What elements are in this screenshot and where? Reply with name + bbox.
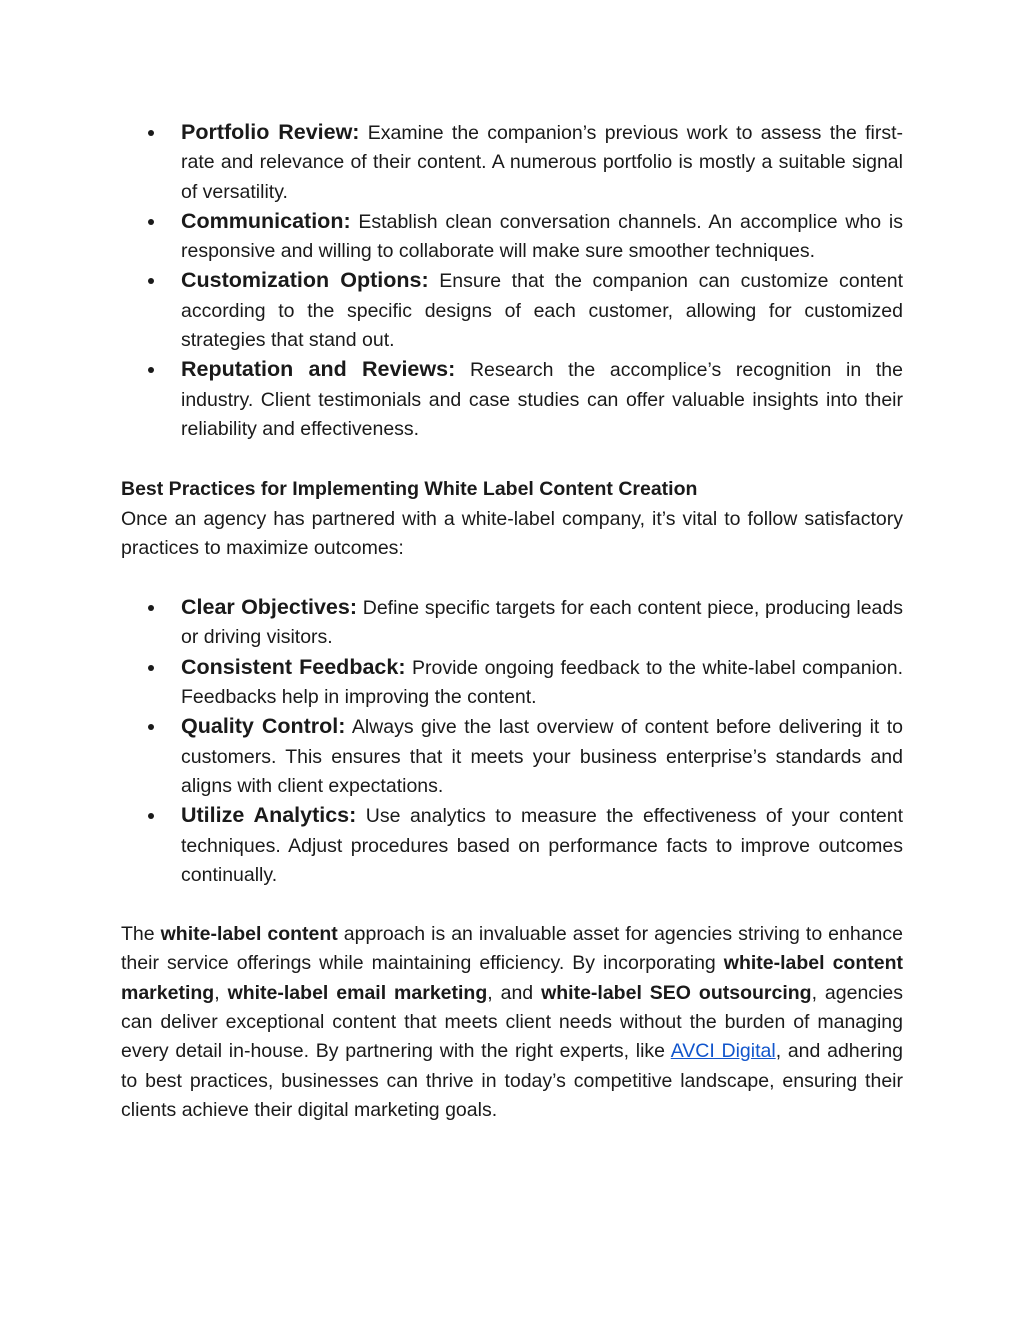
item-term: Quality Control: [181, 714, 346, 739]
bullet-icon [148, 665, 154, 671]
item-term: Reputation and Reviews: [181, 357, 456, 382]
list-item [121, 207, 903, 267]
bullet-icon [148, 367, 154, 373]
item-text: Define specific targets for each content piece, producing leads or driving visitors. [181, 597, 903, 649]
avci-digital-link[interactable]: AVCI Digital [670, 1040, 776, 1063]
closing-text: , and [487, 981, 542, 1004]
item-term: Clear Objectives: [181, 595, 357, 620]
document-page [121, 118, 903, 1125]
item-text: Use analytics to measure the effectiveness of your content techniques. Adjust procedures based on performance facts to improve outcomes continually. [181, 805, 904, 886]
item-text: Ensure that the companion can customize content according to the specific designs of each customer, allowing for customized strategies that stand out. [181, 270, 903, 352]
list-item [121, 266, 903, 355]
item-term: Portfolio Review: [181, 120, 360, 144]
list-item [121, 355, 903, 444]
best-practices-list [121, 593, 903, 890]
item-term: Communication: [181, 208, 351, 233]
item-text: Establish clean conversation channels. An accomplice who is responsive and willing to collaborate will make sure smoother techniques. [181, 210, 903, 263]
keyword-seo-outsourcing: white-label SEO outsourcing [541, 981, 812, 1004]
closing-text: , and adhering to best practices, businesses can thrive in today’s competitive landscape, ensuring their clients achieve their digital marketing goals. [121, 1040, 904, 1121]
list-item [121, 653, 903, 713]
list-item [121, 712, 903, 801]
list-item [121, 118, 903, 207]
bullet-icon [148, 605, 154, 611]
keyword-email-marketing: white-label email marketing [227, 981, 488, 1004]
item-term: Utilize Analytics: [181, 803, 357, 828]
item-text: Provide ongoing feedback to the white-label companion. Feedbacks help in improving the content. [181, 656, 903, 709]
partner-criteria-list [121, 118, 903, 444]
list-item [121, 801, 903, 890]
bullet-icon [148, 278, 154, 284]
closing-text: The [121, 923, 161, 946]
closing-text: approach is an invaluable asset for agencies striving to enhance their service offerings while maintaining efficiency. By incorporating [121, 923, 903, 975]
list-item [121, 593, 903, 653]
section-heading: Best Practices for Implementing White Label Content Creation [121, 478, 698, 501]
bullet-icon [148, 813, 154, 819]
item-text: Research the accomplice’s recognition in the industry. Client testimonials and case studies can offer valuable insights into their reliability and effectiveness. [181, 359, 903, 440]
bullet-icon [148, 130, 154, 136]
keyword-content-marketing: white-label content marketing [121, 952, 903, 1004]
closing-text: , [214, 981, 228, 1004]
item-term: Customization Options: [181, 268, 429, 293]
bullet-icon [148, 724, 154, 730]
closing-paragraph [121, 920, 903, 1125]
section-intro: Once an agency has partnered with a white-label company, it’s vital to follow satisfactory practices to maximize outcomes: [121, 507, 903, 559]
bullet-icon [148, 219, 154, 225]
keyword-white-label-content: white-label content [160, 923, 338, 946]
item-text: Always give the last overview of content before delivering it to customers. This ensures that it meets your business enterprise’s standards and aligns with client expectations. [181, 716, 904, 797]
item-text: Examine the companion’s previous work to assess the first-rate and relevance of their content. A numerous portfolio is mostly a suitable signal of versatility. [181, 122, 903, 203]
item-term: Consistent Feedback: [181, 654, 406, 679]
closing-text: , agencies can deliver exceptional content that meets client needs without the burden of managing every detail in-house. By partnering with the right experts, like [121, 981, 903, 1063]
